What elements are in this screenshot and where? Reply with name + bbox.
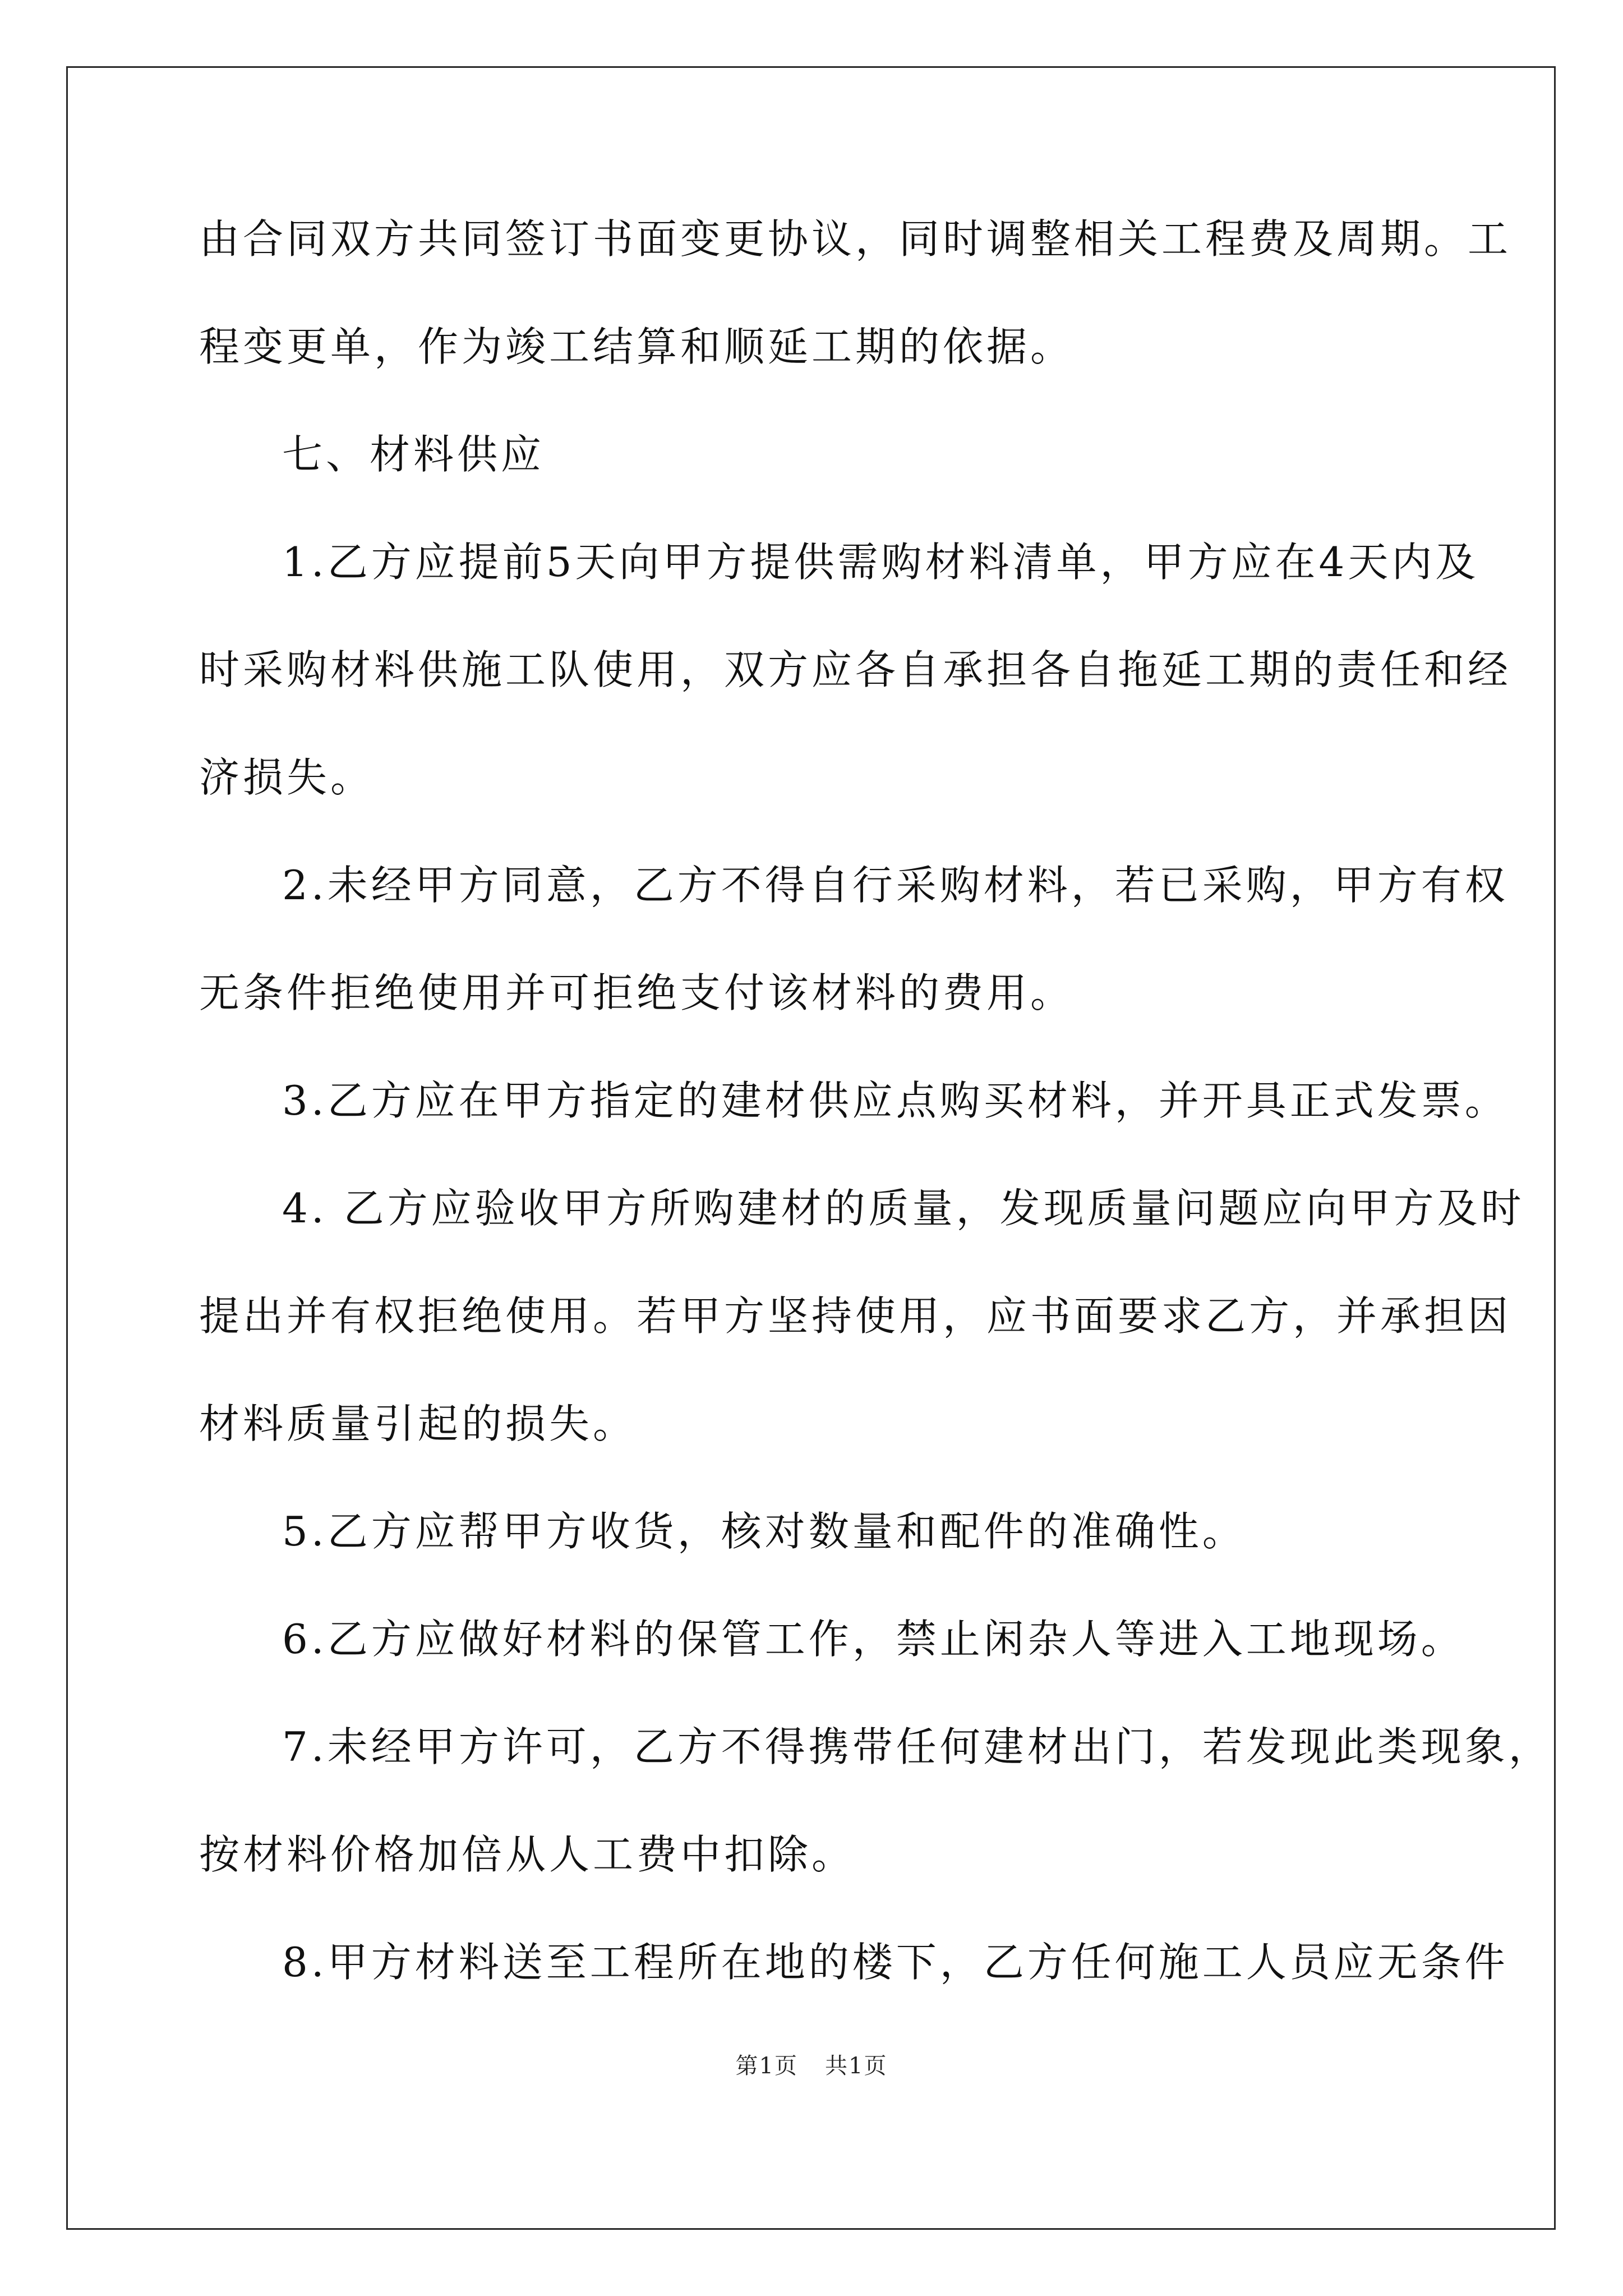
text-line: 4. 乙方应验收甲方所购建材的质量，发现质量问题应向甲方及时 <box>282 1185 1525 1232</box>
document-body <box>199 212 1552 1989</box>
text-line: 2.未经甲方同意，乙方不得自行采购材料，若已采购，甲方有权 <box>282 862 1509 909</box>
text-line: 6.乙方应做好材料的保管工作，禁止闲杂人等进入工地现场。 <box>282 1616 1465 1663</box>
section-heading: 七、材料供应 <box>282 431 545 478</box>
text-line: 材料质量引起的损失。 <box>199 1400 637 1447</box>
page-footer <box>0 2050 1623 2082</box>
page-total: 共1页 <box>825 2053 888 2079</box>
text-line: 8.甲方材料送至工程所在地的楼下，乙方任何施工人员应无条件 <box>282 1939 1509 1986</box>
text-line: 时采购材料供施工队使用，双方应各自承担各自拖延工期的责任和经 <box>199 646 1512 693</box>
text-line: 济损失。 <box>199 754 375 801</box>
text-line: 提出并有权拒绝使用。若甲方坚持使用，应书面要求乙方，并承担因 <box>199 1292 1512 1340</box>
text-line: 1.乙方应提前5天向甲方提供需购材料清单，甲方应在4天内及 <box>282 539 1479 586</box>
text-line: 按材料价格加倍从人工费中扣除。 <box>199 1831 856 1878</box>
text-line: 程变更单，作为竣工结算和顺延工期的依据。 <box>199 323 1075 370</box>
text-line: 7.未经甲方许可，乙方不得携带任何建材出门，若发现此类现象， <box>282 1723 1552 1770</box>
text-line: 3.乙方应在甲方指定的建材供应点购买材料，并开具正式发票。 <box>282 1077 1509 1124</box>
text-line: 无条件拒绝使用并可拒绝支付该材料的费用。 <box>199 969 1075 1016</box>
text-line: 由合同双方共同签订书面变更协议，同时调整相关工程费及周期。工 <box>199 215 1512 263</box>
text-line: 5.乙方应帮甲方收货，核对数量和配件的准确性。 <box>282 1508 1246 1555</box>
page-number: 第1页 <box>735 2053 798 2079</box>
